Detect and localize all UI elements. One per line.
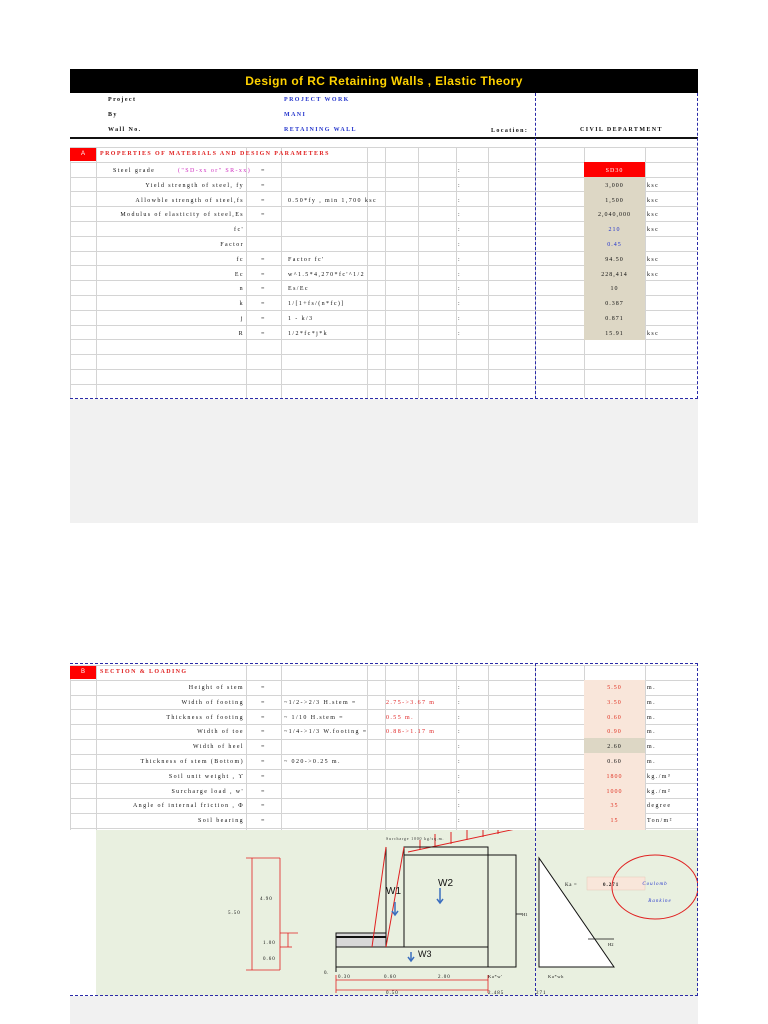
param-colon: : — [458, 242, 462, 248]
param-value[interactable]: 15 — [610, 818, 619, 825]
project-label: Project — [108, 97, 137, 103]
right-height-label: 2.485 — [488, 991, 505, 996]
param-formula: Factor fc' — [288, 256, 325, 263]
param-colon: : — [458, 714, 462, 721]
param-equals: = — [261, 316, 266, 322]
zero-label: 0. — [324, 971, 328, 976]
grid-row-line — [70, 354, 698, 355]
print-border-right-b — [697, 663, 698, 996]
param-label: Width of heel — [193, 744, 244, 751]
grid-col-line — [456, 665, 457, 830]
param-value[interactable]: 0.45 — [607, 242, 622, 248]
section-marker-b: B — [70, 666, 96, 679]
param-colon: : — [458, 168, 462, 174]
param-label: k — [239, 301, 244, 308]
param-formula: w^1.5*4,270*fc'^1/2 — [288, 271, 365, 278]
param-unit: kg./m² — [647, 788, 672, 795]
param-colon: : — [458, 729, 462, 736]
param-unit: kg./m³ — [647, 773, 672, 780]
param-equals: = — [261, 271, 266, 278]
ka-wh-label: Ka*wh — [548, 974, 564, 979]
param-label: Yield strength of steel, fy — [145, 182, 244, 189]
param-formula: Es/Ec — [288, 286, 309, 293]
param-equals: = — [261, 773, 266, 780]
param-equals: = — [261, 330, 266, 337]
w3-label: W3 — [418, 949, 432, 959]
surcharge-label: Surcharge 1000 kg/sq.m. — [386, 836, 445, 841]
total-height-label: 5.50 — [228, 911, 241, 916]
location-value[interactable]: CIVIL DEPARTMENT — [580, 127, 663, 133]
param-colon: : — [458, 197, 462, 204]
ka-label: Ka = — [565, 883, 578, 888]
grid-col-line — [367, 147, 368, 398]
param-colon: : — [458, 788, 462, 795]
bottom-value-label: 271 — [536, 991, 547, 996]
param-equals: = — [261, 729, 266, 736]
param-colon: : — [458, 759, 462, 765]
note-rankine: Rankine — [648, 899, 672, 904]
param-colon: : — [458, 699, 462, 706]
param-unit: m. — [647, 744, 656, 751]
toe-width-label: 0.30 — [338, 975, 351, 980]
param-equals: = — [261, 759, 266, 765]
param-value[interactable]: 0.871 — [605, 316, 624, 322]
param-label: Width of footing — [181, 699, 244, 706]
print-border-bottom-b — [70, 995, 698, 996]
param-colon: : — [458, 773, 462, 780]
param-label: Factor — [220, 242, 244, 248]
param-value[interactable]: 228,414 — [601, 271, 628, 278]
note-coulomb: Coulomb — [642, 882, 668, 887]
param-equals: = — [261, 685, 266, 691]
grid-col-line — [488, 147, 489, 398]
sheet-area-b — [70, 663, 698, 996]
param-value[interactable]: 0.60 — [607, 714, 622, 721]
param-colon: : — [458, 256, 462, 263]
param-colon: : — [458, 271, 462, 278]
print-border-v — [535, 93, 536, 399]
param-value[interactable]: 0.387 — [605, 301, 624, 308]
param-label: R — [238, 330, 244, 337]
print-border-v-b — [535, 663, 536, 996]
param-unit: ksc — [647, 271, 660, 278]
grid-col-line — [367, 665, 368, 830]
param-formula: ~ 020->0.25 m. — [284, 759, 341, 765]
param-equals: = — [261, 714, 266, 721]
param-value[interactable]: 5.50 — [607, 685, 622, 691]
ka-value: 0.271 — [603, 883, 620, 888]
param-value[interactable]: 1000 — [606, 788, 623, 795]
param-colon: : — [458, 212, 462, 219]
param-label: Ec — [234, 271, 244, 278]
grid-col-line — [385, 665, 386, 830]
header-divider — [70, 137, 698, 139]
param-unit: m. — [647, 699, 656, 706]
param-unit: ksc — [647, 227, 660, 234]
param-formula: 1/2*fc*j*k — [288, 330, 328, 337]
param-equals: = — [261, 788, 266, 795]
param-value[interactable]: 15.91 — [605, 330, 624, 337]
param-unit: ksc — [647, 330, 660, 337]
param-value[interactable]: 3,000 — [605, 182, 624, 189]
toe-soil — [336, 933, 386, 947]
grid-col-line — [488, 665, 489, 830]
grid-row-line — [70, 369, 698, 370]
param-unit: m. — [647, 759, 656, 765]
grid-row-line — [70, 147, 698, 148]
param-label: Surcharge load , w' — [171, 788, 244, 795]
param-equals: = — [261, 301, 266, 308]
grid-col-line — [385, 147, 386, 398]
param-equals: = — [261, 256, 266, 263]
param-label: Thickness of footing — [166, 714, 244, 721]
param-unit: ksc — [647, 212, 660, 219]
param-formula: ~ 1/10 H.stem = — [284, 714, 344, 721]
print-border-h — [70, 398, 698, 399]
param-label: Width of toe — [197, 729, 244, 736]
param-label: fc' — [234, 227, 244, 234]
wall-label: Wall No. — [108, 127, 142, 133]
h2-label: H2 — [608, 942, 614, 947]
param-equals: = — [261, 803, 266, 810]
param-value[interactable]: 2,040,000 — [598, 212, 631, 219]
location-label: Location: — [491, 128, 529, 134]
param-label: Angle of internal friction , Φ — [132, 803, 244, 810]
param-value[interactable]: 1,500 — [605, 197, 624, 204]
param-equals: = — [261, 168, 266, 174]
param-unit: Ton/m² — [647, 818, 673, 825]
param-colon: : — [458, 316, 462, 322]
param-formula: ~1/2->2/3 H.stem = — [284, 699, 357, 706]
param-label: n — [239, 286, 244, 293]
param-equals: = — [261, 699, 266, 706]
section-marker-a: A — [70, 148, 96, 161]
param-equals: = — [261, 286, 266, 293]
grid-col-line — [281, 665, 282, 830]
key-height-label: 1.00 — [263, 941, 276, 946]
grid-col-line — [281, 147, 282, 398]
grid-col-line — [645, 665, 646, 830]
param-label: Allowble strength of steel,fs — [135, 197, 244, 204]
sheet-area-a — [70, 69, 698, 399]
section-heading-a: PROPERTIES OF MATERIALS AND DESIGN PARAMETERS — [100, 151, 330, 157]
param-value[interactable]: 210 — [608, 227, 621, 234]
param-unit: degree — [647, 803, 672, 810]
param-label: Modulus of elasticity of steel,Es — [120, 212, 244, 219]
param-value[interactable]: 0.90 — [607, 729, 622, 736]
param-formula: 1 - k/3 — [288, 316, 314, 322]
param-value[interactable]: 10 — [610, 286, 619, 293]
param-label: Soil bearing — [198, 818, 244, 825]
param-colon: : — [458, 803, 462, 810]
param-note: 0.55 m. — [386, 714, 414, 721]
param-value[interactable]: SD30 — [605, 168, 624, 174]
param-colon: : — [458, 286, 462, 293]
param-label: Thickness of stem (Bottom) — [140, 759, 244, 765]
param-unit: ksc — [647, 182, 660, 189]
param-value[interactable]: 2.60 — [607, 744, 622, 751]
param-formula: 1/[1+fs/(n*fc)] — [288, 301, 345, 308]
param-unit: ksc — [647, 256, 660, 263]
param-unit: m. — [647, 685, 656, 691]
ka-w-label: Ka*w' — [488, 974, 503, 979]
param-hint: ("SD-xx or" SR-xx) — [178, 168, 252, 174]
grid-row-line — [70, 384, 698, 385]
param-value[interactable]: 1800 — [606, 773, 623, 780]
w2-label: W2 — [438, 878, 453, 889]
param-equals: = — [261, 212, 266, 219]
total-width-label: 0.50 — [386, 991, 399, 996]
stem-height-label: 4.90 — [260, 897, 273, 902]
param-unit: m. — [647, 714, 656, 721]
grid-col-line — [645, 147, 646, 398]
retaining-wall-diagram — [70, 830, 698, 996]
wall-value[interactable]: RETAINING WALL — [284, 127, 357, 133]
param-colon: : — [458, 818, 462, 825]
param-label: j — [240, 316, 244, 322]
param-equals: = — [261, 182, 266, 189]
project-value[interactable]: PROJECT WORK — [284, 97, 350, 103]
param-note: 0.88->1.17 m — [386, 729, 436, 736]
grid-col-line — [246, 147, 247, 398]
h1-label: H1 — [522, 912, 528, 917]
grid-row-line — [70, 665, 698, 666]
param-note: 2.75->3.67 m — [386, 699, 436, 706]
param-colon: : — [458, 330, 462, 337]
w1-label: W1 — [386, 886, 401, 897]
print-border-top-b — [70, 663, 698, 664]
stem-width-label: 0.60 — [384, 975, 397, 980]
param-value[interactable]: 3.50 — [607, 699, 622, 706]
footing-height-label: 0.60 — [263, 957, 276, 962]
param-equals: = — [261, 744, 266, 751]
param-label: Height of stem — [188, 685, 244, 691]
param-equals: = — [261, 197, 266, 204]
heel-width-label: 2.00 — [438, 975, 451, 980]
page-title: Design of RC Retaining Walls , Elastic Theory — [70, 69, 698, 93]
param-formula: ~1/4->1/3 W.footing = — [284, 729, 368, 736]
by-label: By — [108, 112, 118, 118]
sheet-section-a — [70, 69, 698, 523]
param-unit: m. — [647, 729, 656, 736]
grid-col-line — [246, 665, 247, 830]
param-formula: 0.50*fy , min 1,700 ksc — [288, 197, 378, 204]
section-heading-b: SECTION & LOADING — [100, 669, 188, 675]
print-border-right — [697, 93, 698, 399]
param-label: Steel grade — [113, 168, 156, 174]
param-value[interactable]: 35 — [610, 803, 619, 810]
param-value[interactable]: 94.50 — [605, 256, 624, 263]
grid-col-line — [418, 147, 419, 398]
param-colon: : — [458, 744, 462, 751]
param-colon: : — [458, 182, 462, 189]
by-value[interactable]: MANI — [284, 112, 307, 118]
param-colon: : — [458, 301, 462, 308]
param-colon: : — [458, 685, 462, 691]
param-label: Soil unit weight , ϒ — [168, 773, 244, 780]
param-value[interactable]: 0.60 — [607, 759, 622, 765]
param-colon: : — [458, 227, 462, 234]
param-label: fc — [236, 256, 244, 263]
param-unit: ksc — [647, 197, 660, 204]
grid-col-line — [456, 147, 457, 398]
grid-col-line — [418, 665, 419, 830]
sheet-section-b — [70, 663, 698, 1024]
param-equals: = — [261, 818, 266, 825]
